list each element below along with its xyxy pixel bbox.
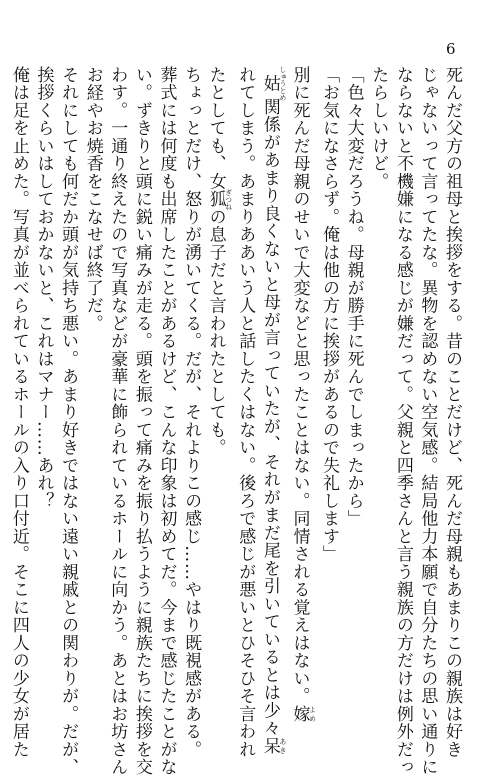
text-segment: たとしても、女 — [205, 66, 226, 191]
novel-body-text — [8, 66, 464, 776]
text-line: ちょっとだけ、怒りが湧いてくる。だが、それよりこの感じ……やはり既視感がある。 — [181, 66, 202, 759]
text-segment: 別に死んだ母親のせいで大変などと思ったことはない。同情される覚えはない。 — [289, 66, 310, 705]
text-line: お経やお焼香をこなせば終了だ。 — [82, 66, 103, 333]
text-line: 俺は足を止めた。写真が並べられているホールの入り口付近。そこに四人の少女が居た — [8, 66, 29, 759]
text-line: 「色々大変だろうね。母親が勝手に死んでしまったから」 — [343, 66, 364, 528]
ruby-base: 姑 — [259, 66, 280, 101]
ruby-reading: あき — [278, 737, 287, 755]
ruby-shuutome — [259, 66, 287, 101]
text-line — [203, 66, 233, 680]
ruby-base: 呆 — [259, 737, 280, 755]
text-line: ならないと不機嫌になる感じが嫌だって。父親と四季さんと言う親族の方だけは例外だっ — [392, 66, 413, 776]
text-segment: の息子だと言われたとしても。 — [205, 208, 226, 457]
text-line: それにしても何だか頭が気持ち悪い。あまり好きではない遠い親戚との関わりが。だが、 — [58, 66, 79, 776]
text-line: 挨拶くらいはしておかないと、これはマナー……あれ？ — [33, 66, 54, 510]
text-line: じゃないって言ってたな。異物を認めない空気感。結局他力本願で自分たちの思い通りに — [417, 66, 438, 776]
page-number: 6 — [446, 40, 456, 58]
text-line — [287, 66, 317, 723]
text-line: れてしまう。あまりああいう人と話したくはない。後ろで感じが悪いとひそひそ言われ — [235, 66, 256, 759]
text-line: たらしいけど。 — [368, 66, 389, 191]
ruby-reading: ぎつね — [224, 188, 233, 210]
text-line: 葬式には何度も出席したことがあるけど、こんな印象は初めてだ。今まで感じたことがな — [156, 66, 177, 776]
ruby-aki — [259, 737, 287, 755]
ruby-reading: しゅうとめ — [278, 66, 287, 101]
ruby-gitsune — [205, 188, 233, 210]
ruby-base: 嫁 — [289, 705, 310, 723]
ruby-base: 狐 — [205, 188, 226, 210]
ruby-yome — [289, 705, 317, 723]
text-segment: 関係があまり良くないと母が言っていたが、それがまだ尾を引いているとは少々 — [259, 98, 280, 737]
text-line: 「お気になさらず。俺は他の方に挨拶があるので失礼します」 — [319, 66, 340, 563]
text-line: わす。一通り終えたので写真などが豪華に飾られているホールに向かう。あとはお坊さん — [107, 66, 128, 776]
ruby-reading: よめ — [308, 705, 317, 723]
text-line: 死んだ父方の祖母と挨拶をする。昔のことだけど、死んだ母親もあまりこの親族は好き — [442, 66, 462, 759]
text-line: い。ずきりと頭に鋭い痛みが走る。頭を振って痛みを振り払うように親族たちに挨拶を交 — [131, 66, 152, 776]
text-line — [257, 66, 287, 755]
